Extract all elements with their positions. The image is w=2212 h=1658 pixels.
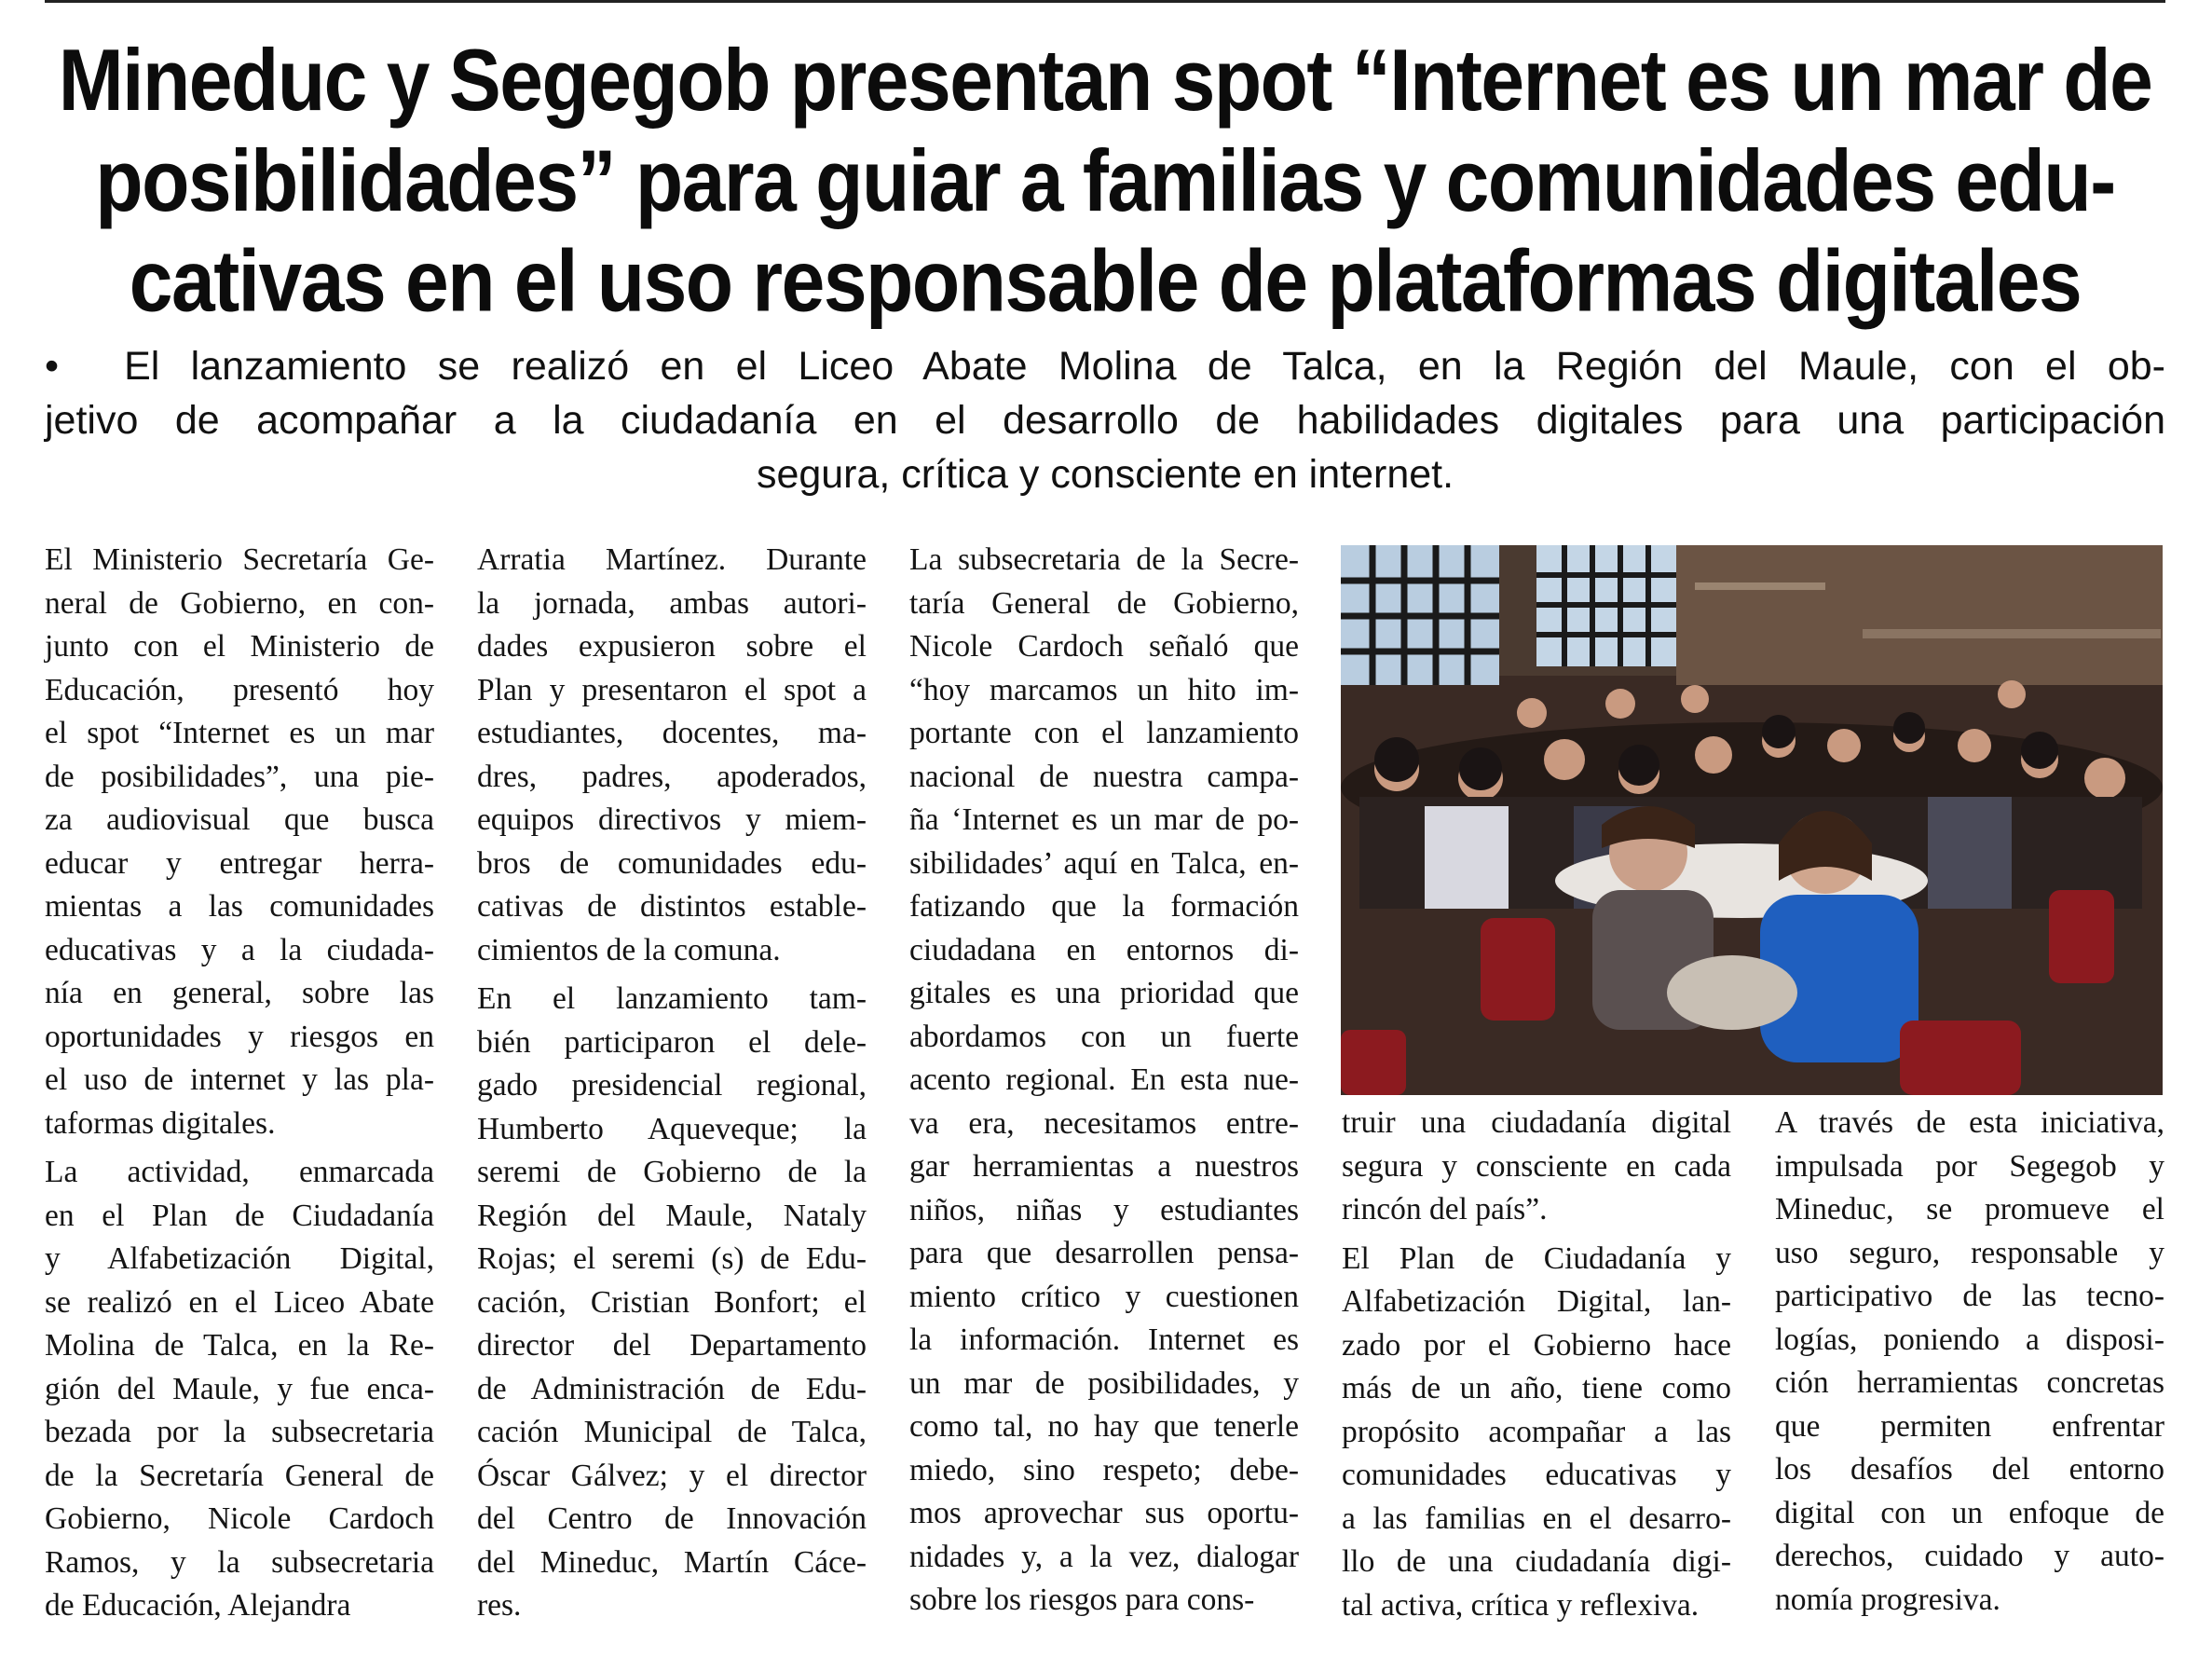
text-line: acento regional. En esta nue- [909, 1062, 1299, 1097]
text-line: Rojas; el seremi (s) de Edu- [477, 1241, 867, 1276]
text-line: del Mineduc, Martín Cáce- [477, 1544, 867, 1580]
text-line: se realizó en el Liceo Abate [45, 1284, 434, 1320]
text-line: mos aprovechar sus oportu- [909, 1496, 1299, 1530]
text-line: bros de comunidades edu- [477, 845, 867, 881]
text-line: de Educación, Alejandra [45, 1588, 351, 1623]
text-line: Región del Maule, Nataly [477, 1198, 867, 1233]
text-line: sibilidades’ aquí en Talca, en- [909, 845, 1299, 881]
text-line: uso seguro, responsable y [1775, 1235, 2164, 1270]
lead-line-2: jetivo de acompañar a la ciudadanía en el desarrollo de habilidades digitales para una participación [45, 398, 2165, 443]
text-line: educativas y a la ciudada- [45, 932, 434, 967]
text-line: de posibilidades”, una pie- [45, 759, 434, 794]
text-line: participativo de las tecno- [1775, 1279, 2164, 1313]
text-line: abordamos con un fuerte [909, 1019, 1299, 1054]
window-left [1341, 545, 1499, 685]
text-line: logías, poniendo a disposi- [1775, 1322, 2164, 1357]
text-line: Plan y presentaron el spot a [477, 672, 867, 707]
text-line: llo de una ciudadanía digi- [1342, 1544, 1731, 1579]
text-line: de Administración de Edu- [477, 1371, 867, 1406]
text-line: En el lanzamiento tam- [477, 981, 867, 1016]
top-rule [45, 0, 2165, 3]
window-center [1536, 545, 1676, 666]
paragraph [45, 1151, 434, 1628]
event-photo-illustration [1341, 545, 2163, 1095]
text-line: un mar de posibilidades, y [909, 1365, 1299, 1401]
text-line: para que desarrollen pensa- [909, 1236, 1299, 1270]
text-line: ña ‘Internet es un mar de po- [909, 802, 1299, 837]
text-line: y Alfabetización Digital, [45, 1241, 434, 1276]
text-line: niños, niñas y estudiantes [909, 1192, 1299, 1227]
text-line: equipos directivos y miem- [477, 802, 867, 837]
paragraph [1342, 1102, 1731, 1232]
article-column-4 [1342, 1102, 1731, 1633]
text-line: estudiantes, docentes, ma- [477, 716, 867, 750]
text-line: en el Plan de Ciudadanía [45, 1198, 434, 1233]
headline-line-2: posibilidades” para guiar a familias y comunidades edu- [95, 130, 2115, 229]
text-line: El Plan de Ciudadanía y [1342, 1240, 1731, 1276]
text-line: va era, necesitamos entre- [909, 1105, 1299, 1141]
event-photo [1341, 545, 2163, 1095]
text-line: gión del Maule, y fue enca- [45, 1371, 434, 1406]
headline-line-3: cativas en el uso responsable de plataformas digitales [129, 231, 2082, 330]
text-line: oportunidades y riesgos en [45, 1019, 434, 1054]
paragraph [477, 978, 867, 1628]
text-line: la jornada, ambas autori- [477, 585, 867, 621]
text-line: impulsada por Segegob y [1775, 1148, 2164, 1184]
headline-line-1: Mineduc y Segegob presentan spot “Internet es un mar de [58, 31, 2152, 130]
text-line: La actividad, enmarcada [45, 1155, 434, 1189]
text-line: a las familias en el desarro- [1342, 1500, 1731, 1536]
lead-line-1 [45, 339, 2165, 393]
text-line: gitales es una prioridad que [909, 976, 1299, 1010]
text-line: Molina de Talca, en la Re- [45, 1328, 434, 1363]
text-line: nacional de nuestra campa- [909, 759, 1299, 794]
text-line: que permiten enfrentar [1775, 1408, 2164, 1444]
text-line: los desafíos del entorno [1775, 1452, 2164, 1487]
bullet-icon: • [45, 344, 60, 389]
text-line: taformas digitales. [45, 1105, 276, 1141]
text-line: taría General de Gobierno, [909, 585, 1299, 621]
text-line: cación Municipal de Talca, [477, 1415, 867, 1449]
text-line: segura y consciente en cada [1342, 1148, 1731, 1184]
text-line: digital con un enfoque de [1775, 1495, 2164, 1530]
text-line: cativas de distintos estable- [477, 889, 867, 924]
article-column-2 [477, 539, 867, 1634]
text-line: cación, Cristian Bonfort; el [477, 1284, 867, 1320]
paragraph [45, 539, 434, 1145]
text-line: propósito acompañar a las [1342, 1414, 1731, 1449]
text-line: dades expusieron sobre el [477, 629, 867, 664]
text-line: educar y entregar herra- [45, 845, 434, 881]
text-line: nía en general, sobre las [45, 976, 434, 1010]
text-line: Alfabetización Digital, lan- [1342, 1284, 1731, 1319]
text-line: portante con el lanzamiento [909, 716, 1299, 750]
text-line: bién participaron el dele- [477, 1024, 867, 1060]
text-line: seremi de Gobierno de la [477, 1155, 867, 1189]
text-line: director del Departamento [477, 1328, 867, 1363]
lead-line-1-text: El lanzamiento se realizó en el Liceo Abate Molina de Talca, en la Región del Maule, con el ob- [124, 344, 2165, 389]
text-line: junto con el Ministerio de [45, 629, 434, 664]
text-line: Humberto Aqueveque; la [477, 1111, 867, 1146]
text-line: nomía progresiva. [1775, 1582, 2000, 1617]
lead-summary [45, 339, 2165, 501]
text-line: de la Secretaría General de [45, 1458, 434, 1493]
text-line: bezada por la subsecretaria [45, 1415, 434, 1449]
text-line: comunidades educativas y [1342, 1458, 1731, 1492]
text-line: Nicole Cardoch señaló que [909, 629, 1299, 664]
text-line: miento crítico y cuestionen [909, 1279, 1299, 1314]
text-line: cimientos de la comuna. [477, 932, 781, 967]
text-line: ción herramientas concretas [1775, 1365, 2164, 1400]
text-line: la información. Internet es [909, 1322, 1299, 1357]
text-line: más de un año, tiene como [1342, 1371, 1731, 1405]
text-line: Arratia Martínez. Durante [477, 542, 867, 577]
text-line: truir una ciudadanía digital [1342, 1105, 1731, 1140]
text-line: nidades y, a la vez, dialogar [909, 1539, 1299, 1574]
text-line: mientas a las comunidades [45, 889, 434, 924]
text-line: A través de esta iniciativa, [1775, 1105, 2164, 1140]
text-line: miedo, sino respeto; debe- [909, 1452, 1299, 1487]
text-line: Ramos, y la subsecretaria [45, 1544, 434, 1580]
text-line: fatizando que la formación [909, 889, 1299, 924]
text-line: ciudadana en entornos di- [909, 932, 1299, 967]
lead-line-3: segura, crítica y consciente en internet. [756, 452, 1454, 497]
text-line: El Ministerio Secretaría Ge- [45, 542, 434, 577]
text-line: gado presidencial regional, [477, 1068, 867, 1103]
text-line: tal activa, crítica y reflexiva. [1342, 1587, 1700, 1623]
text-line: “hoy marcamos un hito im- [909, 672, 1299, 707]
text-line: del Centro de Innovación [477, 1501, 867, 1536]
text-line: gar herramientas a nuestros [909, 1149, 1299, 1184]
text-line: La subsecretaria de la Secre- [909, 542, 1299, 577]
text-line: el uso de internet y las pla- [45, 1062, 434, 1097]
text-line: como tal, no hay que tenerle [909, 1409, 1299, 1444]
paragraph [477, 539, 867, 972]
text-line: Educación, presentó hoy [45, 672, 434, 707]
text-line: el spot “Internet es un mar [45, 716, 434, 750]
text-line: derechos, cuidado y auto- [1775, 1539, 2164, 1573]
text-line: Gobierno, Nicole Cardoch [45, 1501, 434, 1536]
text-line: za audiovisual que busca [45, 802, 434, 837]
article-column-1 [45, 539, 434, 1634]
text-line: Mineduc, se promueve el [1775, 1192, 2164, 1226]
text-line: Óscar Gálvez; y el director [477, 1458, 867, 1493]
paragraph [1775, 1102, 2164, 1622]
paragraph [909, 539, 1299, 1623]
text-line: dres, padres, apoderados, [477, 759, 867, 794]
article-column-5 [1775, 1102, 2164, 1627]
paragraph [1342, 1238, 1731, 1628]
text-line: rincón del país”. [1342, 1192, 1548, 1226]
headline [45, 30, 2165, 331]
text-line: sobre los riesgos para cons- [909, 1583, 1255, 1617]
text-line: res. [477, 1588, 522, 1623]
article-column-3 [909, 539, 1299, 1628]
text-line: zado por el Gobierno hace [1342, 1327, 1731, 1363]
text-line: neral de Gobierno, en con- [45, 585, 434, 621]
